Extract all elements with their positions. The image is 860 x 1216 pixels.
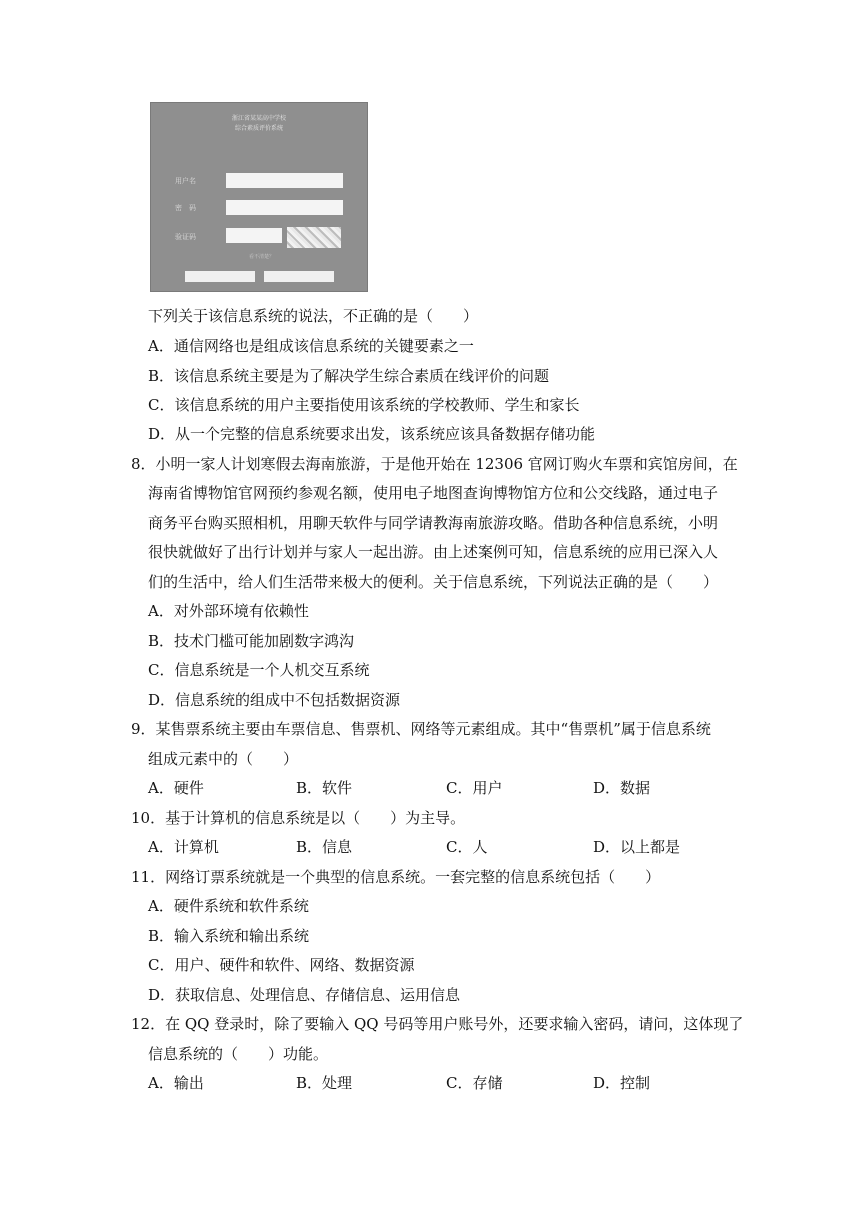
- q7-option-c[interactable]: C．该信息系统的用户主要指使用该系统的学校教师、学生和家长: [148, 396, 580, 414]
- q9-stem-line1: 9．某售票系统主要由车票信息、售票机、网络等元素组成。其中“售票机”属于信息系统: [131, 720, 711, 738]
- q7-option-a[interactable]: A．通信网络也是组成该信息系统的关键要素之一: [148, 337, 474, 355]
- q9-option-a[interactable]: A．硬件: [148, 779, 204, 797]
- figure-captcha-field: [226, 228, 282, 243]
- figure-title-line2: 综合素质评价系统: [234, 125, 283, 132]
- q8-stem-line4: 很快就做好了出行计划并与家人一起出游。由上述案例可知，信息系统的应用已深入人: [148, 543, 719, 561]
- figure-label-captcha: 验证码: [175, 233, 196, 241]
- q8-stem-line3: 商务平台购买照相机，用聊天软件与同学请教海南旅游攻略。借助各种信息系统，小明: [148, 514, 719, 532]
- q12-option-c[interactable]: C．存储: [446, 1074, 503, 1092]
- q10-stem: 10．基于计算机的信息系统是以（ ）为主导。: [131, 809, 466, 827]
- q8-option-b[interactable]: B．技术门槛可能加剧数字鸿沟: [148, 632, 355, 650]
- q10-option-d[interactable]: D．以上都是: [593, 838, 681, 856]
- q11-option-c[interactable]: C．用户、硬件和软件、网络、数据资源: [148, 956, 415, 974]
- q8-stem-line2: 海南省博物馆官网预约参观名额，使用电子地图查询博物馆方位和公交线路，通过电子: [148, 484, 719, 502]
- q8-stem-line1: 8．小明一家人计划寒假去海南旅游，于是他开始在 12306 官网订购火车票和宾馆房间，在: [131, 455, 738, 473]
- q10-option-c[interactable]: C．人: [446, 838, 488, 856]
- q12-option-d[interactable]: D．控制: [593, 1074, 651, 1092]
- figure-login-button: [185, 271, 255, 282]
- q12-option-b[interactable]: B．处理: [296, 1074, 353, 1092]
- figure-label-username: 用户名: [175, 177, 196, 185]
- figure-label-password: 密 码: [175, 204, 196, 212]
- q12-option-a[interactable]: A．输出: [148, 1074, 204, 1092]
- figure-password-field: [226, 200, 343, 215]
- q9-option-b[interactable]: B．软件: [296, 779, 353, 797]
- q11-stem: 11．网络订票系统就是一个典型的信息系统。一套完整的信息系统包括（ ）: [131, 868, 661, 886]
- q7-option-b[interactable]: B．该信息系统主要是为了解决学生综合素质在线评价的问题: [148, 367, 550, 385]
- q9-option-d[interactable]: D．数据: [593, 779, 651, 797]
- q9-option-c[interactable]: C．用户: [446, 779, 503, 797]
- q11-option-a[interactable]: A．硬件系统和软件系统: [148, 897, 309, 915]
- q10-option-a[interactable]: A．计算机: [148, 838, 219, 856]
- q10-option-b[interactable]: B．信息: [296, 838, 353, 856]
- q11-option-b[interactable]: B．输入系统和输出系统: [148, 927, 310, 945]
- q12-stem-line2: 信息系统的（ ）功能。: [148, 1045, 329, 1063]
- figure-hint-text: 看不清楚？: [249, 254, 275, 260]
- q9-stem-line2: 组成元素中的（ ）: [148, 750, 299, 768]
- q8-option-c[interactable]: C．信息系统是一个人机交互系统: [148, 661, 370, 679]
- figure-username-field: [226, 173, 343, 188]
- q8-stem-line5: 们的生活中，给人们生活带来极大的便利。关于信息系统，下列说法正确的是（ ）: [148, 573, 719, 591]
- login-screenshot-figure: [150, 102, 368, 292]
- q12-stem-line1: 12．在 QQ 登录时，除了要输入 QQ 号码等用户账号外，还要求输入密码，请问，这体现了: [131, 1015, 744, 1033]
- figure-reset-button: [264, 271, 334, 282]
- q7-option-d[interactable]: D．从一个完整的信息系统要求出发，该系统应该具备数据存储功能: [148, 425, 596, 443]
- q8-option-d[interactable]: D．信息系统的组成中不包括数据资源: [148, 691, 401, 709]
- q8-option-a[interactable]: A．对外部环境有依赖性: [148, 602, 309, 620]
- q7-stem: 下列关于该信息系统的说法，不正确的是（ ）: [148, 307, 479, 325]
- q11-option-d[interactable]: D．获取信息、处理信息、存储信息、运用信息: [148, 986, 461, 1004]
- figure-title-line1: 浙江省某某高中学校: [231, 115, 286, 122]
- figure-captcha-image: [287, 227, 341, 248]
